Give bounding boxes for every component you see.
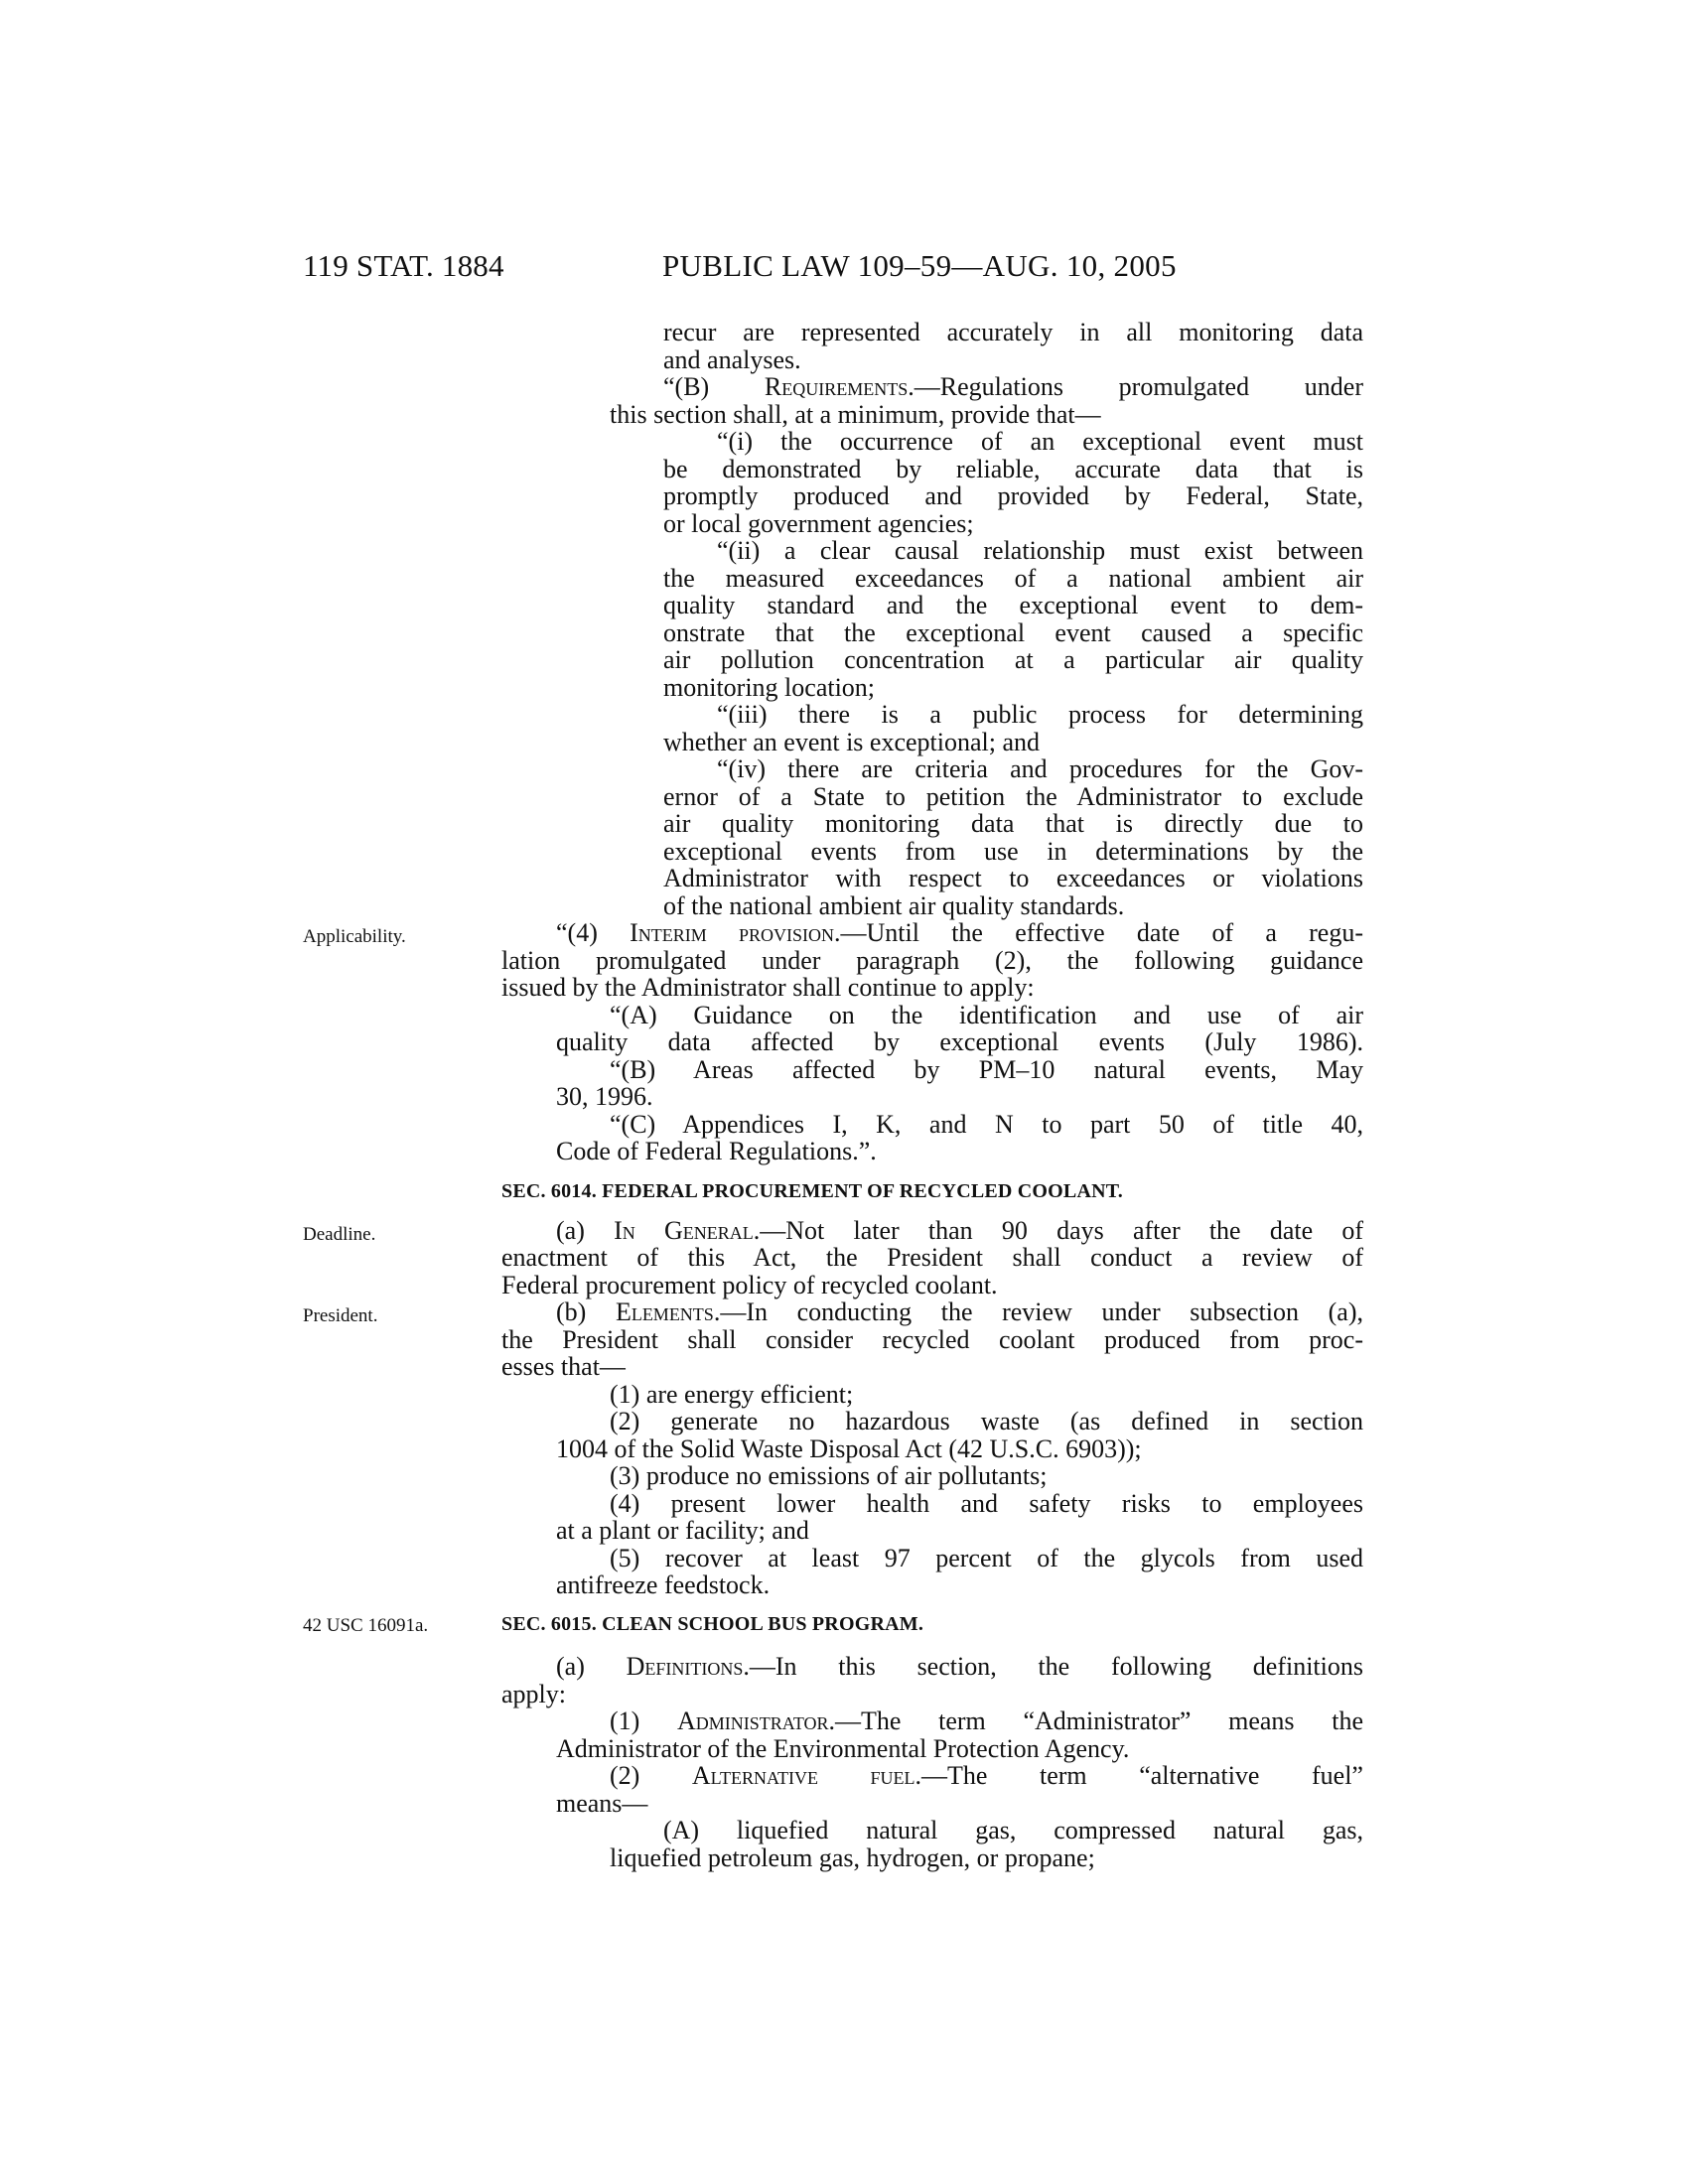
text-line: whether an event is exceptional; and — [663, 728, 1041, 756]
text-line: and analyses. — [663, 345, 801, 374]
text-line: “(4) Interim provision.—Until the effective date of a regu- — [556, 918, 1363, 947]
text-line: (1) are energy efficient; — [610, 1380, 854, 1409]
text-line: the President shall consider recycled coolant produced from proc- — [501, 1325, 1363, 1354]
text-line: or local government agencies; — [663, 509, 974, 538]
section-heading-6014: SEC. 6014. FEDERAL PROCUREMENT OF RECYCLED COOLANT. — [501, 1180, 1124, 1202]
text-line: recur are represented accurately in all monitoring data — [663, 318, 1363, 346]
margin-note-applicability: Applicability. — [303, 926, 406, 947]
text-line: (4) present lower health and safety risks to employees — [610, 1489, 1363, 1518]
text-line: the measured exceedances of a national ambient air — [663, 564, 1363, 593]
text-line: (2) generate no hazardous waste (as defined in section — [610, 1407, 1363, 1435]
text-line: (b) Elements.—In conducting the review under subsection (a), — [556, 1297, 1363, 1326]
margin-note-usc: 42 USC 16091a. — [303, 1615, 429, 1636]
text-line: Administrator of the Environmental Protection Agency. — [556, 1734, 1130, 1763]
page-law-citation: PUBLIC LAW 109–59—AUG. 10, 2005 — [662, 248, 1177, 283]
text-line: 1004 of the Solid Waste Disposal Act (42 U.S.C. 6903)); — [556, 1434, 1142, 1463]
text-line: esses that— — [501, 1352, 626, 1381]
text-line: air quality monitoring data that is directly due to — [663, 809, 1363, 838]
text-line: “(B) Areas affected by PM–10 natural events, May — [610, 1055, 1363, 1084]
text-line: Administrator with respect to exceedances or violations — [663, 864, 1363, 892]
text-line: apply: — [501, 1680, 566, 1708]
text-line: onstrate that the exceptional event caused a specific — [663, 618, 1363, 647]
text-line: Federal procurement policy of recycled coolant. — [501, 1271, 998, 1299]
text-line: “(B) Requirements.—Regulations promulgated under — [663, 372, 1364, 401]
text-line: quality standard and the exceptional event to dem- — [663, 591, 1363, 619]
text-line: “(iv) there are criteria and procedures for the Gov- — [717, 754, 1363, 783]
text-line: ernor of a State to petition the Administrator to exclude — [663, 782, 1363, 811]
margin-note-deadline: Deadline. — [303, 1224, 376, 1245]
text-line: lation promulgated under paragraph (2), the following guidance — [501, 946, 1363, 975]
text-line: exceptional events from use in determinations by the — [663, 837, 1363, 866]
text-line: (A) liquefied natural gas, compressed natural gas, — [663, 1816, 1363, 1844]
text-line: “(iii) there is a public process for determining — [717, 700, 1363, 729]
text-line: antifreeze feedstock. — [556, 1570, 771, 1599]
text-line: at a plant or facility; and — [556, 1516, 809, 1545]
text-line: enactment of this Act, the President shall conduct a review of — [501, 1243, 1363, 1272]
text-line: (5) recover at least 97 percent of the glycols from used — [610, 1544, 1363, 1572]
text-line: of the national ambient air quality standards. — [663, 891, 1125, 920]
text-line: (2) Alternative fuel.—The term “alternative fuel” — [610, 1761, 1363, 1790]
text-line: be demonstrated by reliable, accurate data that is — [663, 455, 1363, 483]
section-heading-6015: SEC. 6015. CLEAN SCHOOL BUS PROGRAM. — [501, 1613, 924, 1635]
text-line: “(C) Appendices I, K, and N to part 50 of title 40, — [610, 1110, 1363, 1139]
text-line: quality data affected by exceptional events (July 1986). — [556, 1027, 1363, 1056]
text-line: air pollution concentration at a particular air quality — [663, 645, 1363, 674]
text-line: “(ii) a clear causal relationship must exist between — [717, 536, 1363, 565]
text-line: Code of Federal Regulations.”. — [556, 1137, 877, 1165]
page-stat-citation: 119 STAT. 1884 — [303, 248, 504, 283]
text-line: issued by the Administrator shall continue to apply: — [501, 973, 1035, 1002]
text-line: (3) produce no emissions of air pollutants; — [610, 1461, 1048, 1490]
text-line: this section shall, at a minimum, provide that— — [610, 400, 1101, 429]
text-line: (a) In General.—Not later than 90 days after the date of — [556, 1216, 1364, 1245]
text-line: 30, 1996. — [556, 1082, 653, 1111]
text-line: monitoring location; — [663, 673, 876, 702]
text-line: promptly produced and provided by Federal, State, — [663, 481, 1363, 510]
text-line: means— — [556, 1789, 648, 1818]
text-line: (a) Definitions.—In this section, the following definitions — [556, 1652, 1363, 1681]
text-line: “(i) the occurrence of an exceptional event must — [717, 427, 1363, 456]
text-line: liquefied petroleum gas, hydrogen, or propane; — [610, 1843, 1095, 1872]
margin-note-president: President. — [303, 1305, 378, 1326]
text-line: (1) Administrator.—The term “Administrator” means the — [610, 1706, 1364, 1735]
text-line: “(A) Guidance on the identification and use of air — [610, 1001, 1363, 1029]
